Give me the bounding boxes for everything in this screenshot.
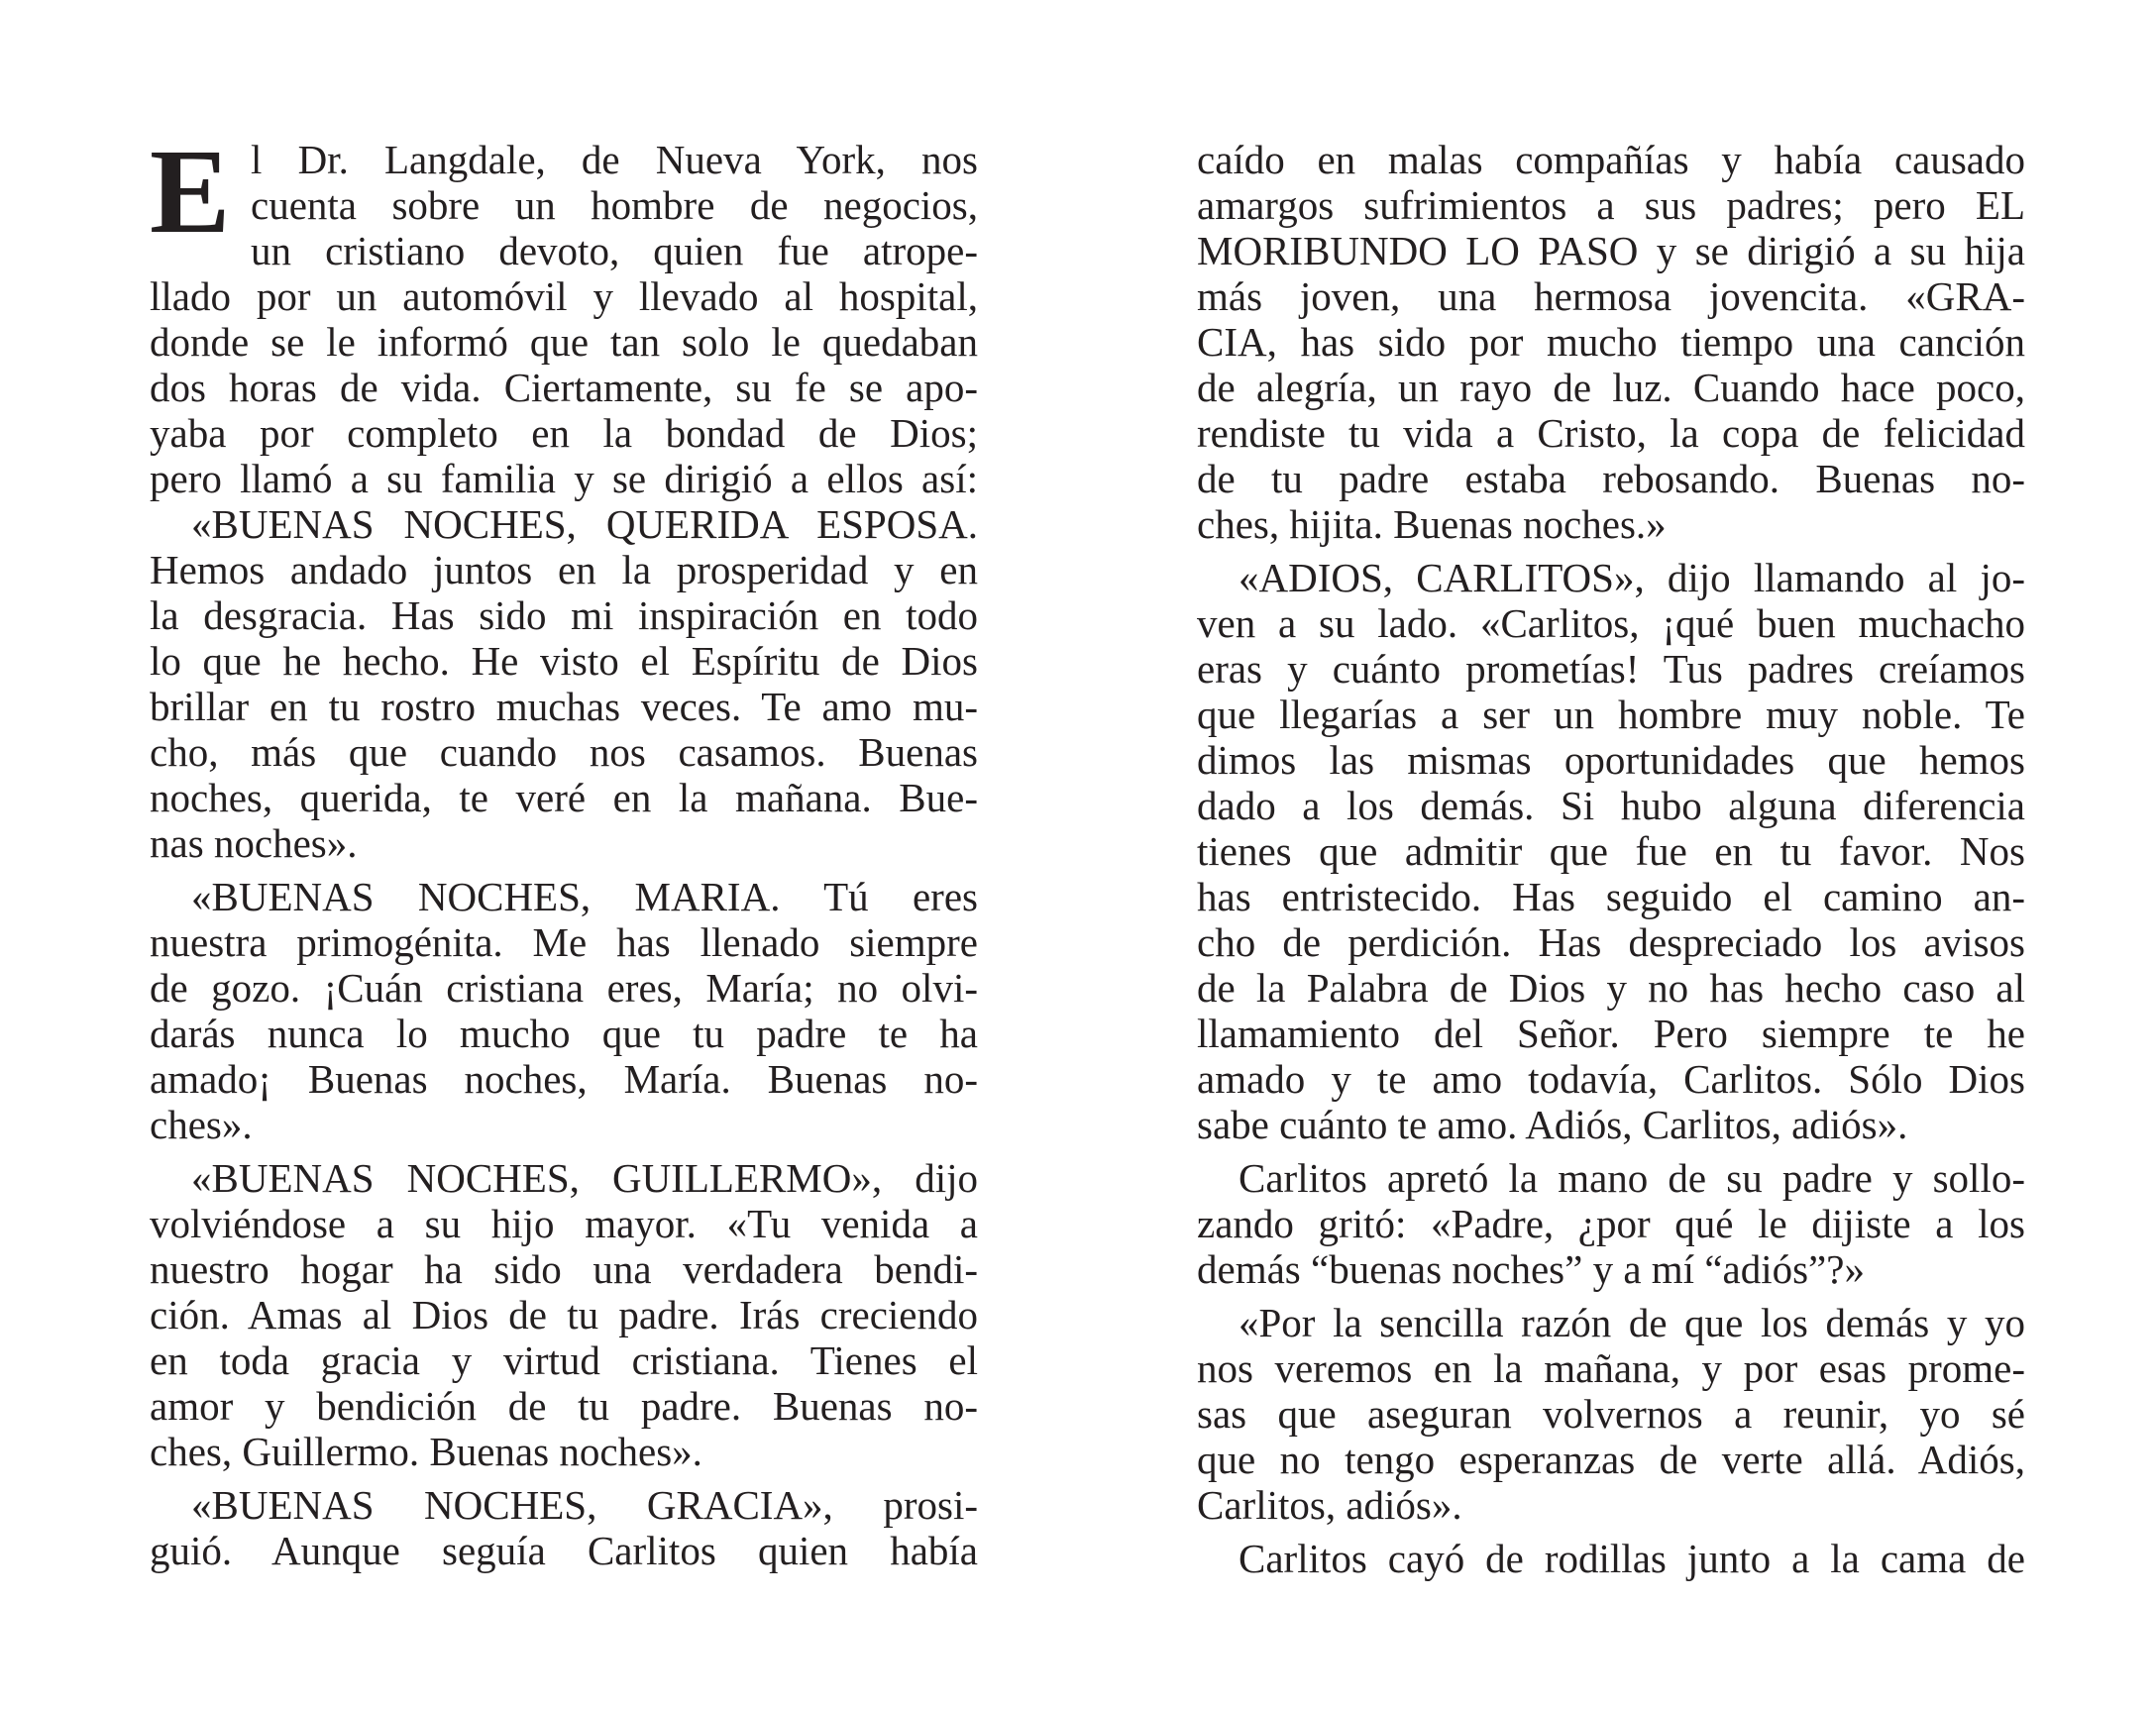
- text-line: nos veremos en la mañana, y por esas prome-: [1197, 1345, 2025, 1391]
- text-line: Carlitos cayó de rodillas junto a la cama de: [1239, 1536, 2025, 1581]
- text-line: la desgracia. Has sido mi inspiración en todo: [150, 592, 978, 638]
- text-line: nas noches».: [150, 820, 358, 866]
- text-line: Carlitos apretó la mano de su padre y sollo-: [1239, 1155, 2025, 1201]
- text-line: has entristecido. Has seguido el camino an-: [1197, 874, 2025, 919]
- text-line: l Dr. Langdale, de Nueva York, nos: [251, 137, 978, 182]
- text-line: de la Palabra de Dios y no has hecho caso al: [1197, 965, 2025, 1011]
- text-line: «BUENAS NOCHES, MARIA. Tú eres: [191, 874, 978, 919]
- text-line: dado a los demás. Si hubo alguna diferencia: [1197, 783, 2025, 828]
- text-line: que llegarías a ser un hombre muy noble. Te: [1197, 692, 2025, 737]
- text-line: más joven, una hermosa jovencita. «GRA-: [1197, 273, 2025, 319]
- text-line: dos horas de vida. Ciertamente, su fe se apo-: [150, 365, 978, 410]
- text-line: zando gritó: «Padre, ¿por qué le dijiste a los: [1197, 1201, 2025, 1246]
- text-line: dimos las mismas oportunidades que hemos: [1197, 737, 2025, 783]
- text-line: cho de perdición. Has despreciado los avisos: [1197, 919, 2025, 965]
- text-line: ches, Guillermo. Buenas noches».: [150, 1429, 702, 1474]
- text-line: amado y te amo todavía, Carlitos. Sólo Dios: [1197, 1056, 2025, 1102]
- text-line: eras y cuánto prometías! Tus padres creíamos: [1197, 646, 2025, 692]
- text-line: cuenta sobre un hombre de negocios,: [251, 182, 978, 228]
- text-line: pero llamó a su familia y se dirigió a ellos así:: [150, 456, 978, 501]
- text-line: lo que he hecho. He visto el Espíritu de Dios: [150, 638, 978, 684]
- text-line: un cristiano devoto, quien fue atrope-: [251, 228, 978, 273]
- text-line: amargos sufrimientos a sus padres; pero EL: [1197, 182, 2025, 228]
- text-line: caído en malas compañías y había causado: [1197, 137, 2025, 182]
- text-line: MORIBUNDO LO PASO y se dirigió a su hija: [1197, 228, 2025, 273]
- text-line: en toda gracia y virtud cristiana. Tienes el: [150, 1337, 978, 1383]
- text-line: «Por la sencilla razón de que los demás y yo: [1239, 1300, 2025, 1345]
- text-line: Hemos andado juntos en la prosperidad y en: [150, 547, 978, 592]
- text-line: tienes que admitir que fue en tu favor. Nos: [1197, 828, 2025, 874]
- text-line: CIA, has sido por mucho tiempo una canción: [1197, 319, 2025, 365]
- text-line: ción. Amas al Dios de tu padre. Irás creciendo: [150, 1292, 978, 1337]
- text-line: volviéndose a su hijo mayor. «Tu venida a: [150, 1201, 978, 1246]
- text-line: ven a su lado. «Carlitos, ¡qué buen muchacho: [1197, 600, 2025, 646]
- text-line: «BUENAS NOCHES, QUERIDA ESPOSA.: [191, 501, 978, 547]
- text-line: llamamiento del Señor. Pero siempre te he: [1197, 1011, 2025, 1056]
- text-line: sabe cuánto te amo. Adiós, Carlitos, adiós».: [1197, 1102, 1908, 1147]
- text-line: nuestro hogar ha sido una verdadera bendi-: [150, 1246, 978, 1292]
- text-line: llado por un automóvil y llevado al hospital,: [150, 273, 978, 319]
- text-line: demás “buenas noches” y a mí “adiós”?»: [1197, 1246, 1865, 1292]
- text-line: ches».: [150, 1102, 253, 1147]
- text-line: brillar en tu rostro muchas veces. Te amo mu-: [150, 684, 978, 729]
- right-page-column: [1197, 137, 2025, 1581]
- text-line: de gozo. ¡Cuán cristiana eres, María; no olvi-: [150, 965, 978, 1011]
- text-line: guió. Aunque seguía Carlitos quien había: [150, 1528, 978, 1573]
- text-line: que no tengo esperanzas de verte allá. Adiós,: [1197, 1437, 2025, 1482]
- text-line: nuestra primogénita. Me has llenado siempre: [150, 919, 978, 965]
- text-line: «ADIOS, CARLITOS», dijo llamando al jo-: [1239, 555, 2025, 600]
- text-line: Carlitos, adiós».: [1197, 1482, 1462, 1528]
- text-line: ches, hijita. Buenas noches.»: [1197, 501, 1667, 547]
- text-line: noches, querida, te veré en la mañana. Bue-: [150, 775, 978, 820]
- text-line: sas que aseguran volvernos a reunir, yo sé: [1197, 1391, 2025, 1437]
- text-line: «BUENAS NOCHES, GUILLERMO», dijo: [191, 1155, 978, 1201]
- text-line: rendiste tu vida a Cristo, la copa de felicidad: [1197, 410, 2025, 456]
- text-line: «BUENAS NOCHES, GRACIA», prosi-: [191, 1482, 978, 1528]
- text-line: donde se le informó que tan solo le quedaban: [150, 319, 978, 365]
- text-line: darás nunca lo mucho que tu padre te ha: [150, 1011, 978, 1056]
- left-page-text: [150, 125, 978, 1573]
- left-page-column: [150, 125, 978, 1573]
- text-line: cho, más que cuando nos casamos. Buenas: [150, 729, 978, 775]
- text-line: yaba por completo en la bondad de Dios;: [150, 410, 978, 456]
- right-page-text: [1197, 137, 2025, 1581]
- text-line: amado¡ Buenas noches, María. Buenas no-: [150, 1056, 978, 1102]
- drop-cap: E: [150, 125, 231, 259]
- text-line: amor y bendición de tu padre. Buenas no-: [150, 1383, 978, 1429]
- text-line: de alegría, un rayo de luz. Cuando hace poco,: [1197, 365, 2025, 410]
- text-line: de tu padre estaba rebosando. Buenas no-: [1197, 456, 2025, 501]
